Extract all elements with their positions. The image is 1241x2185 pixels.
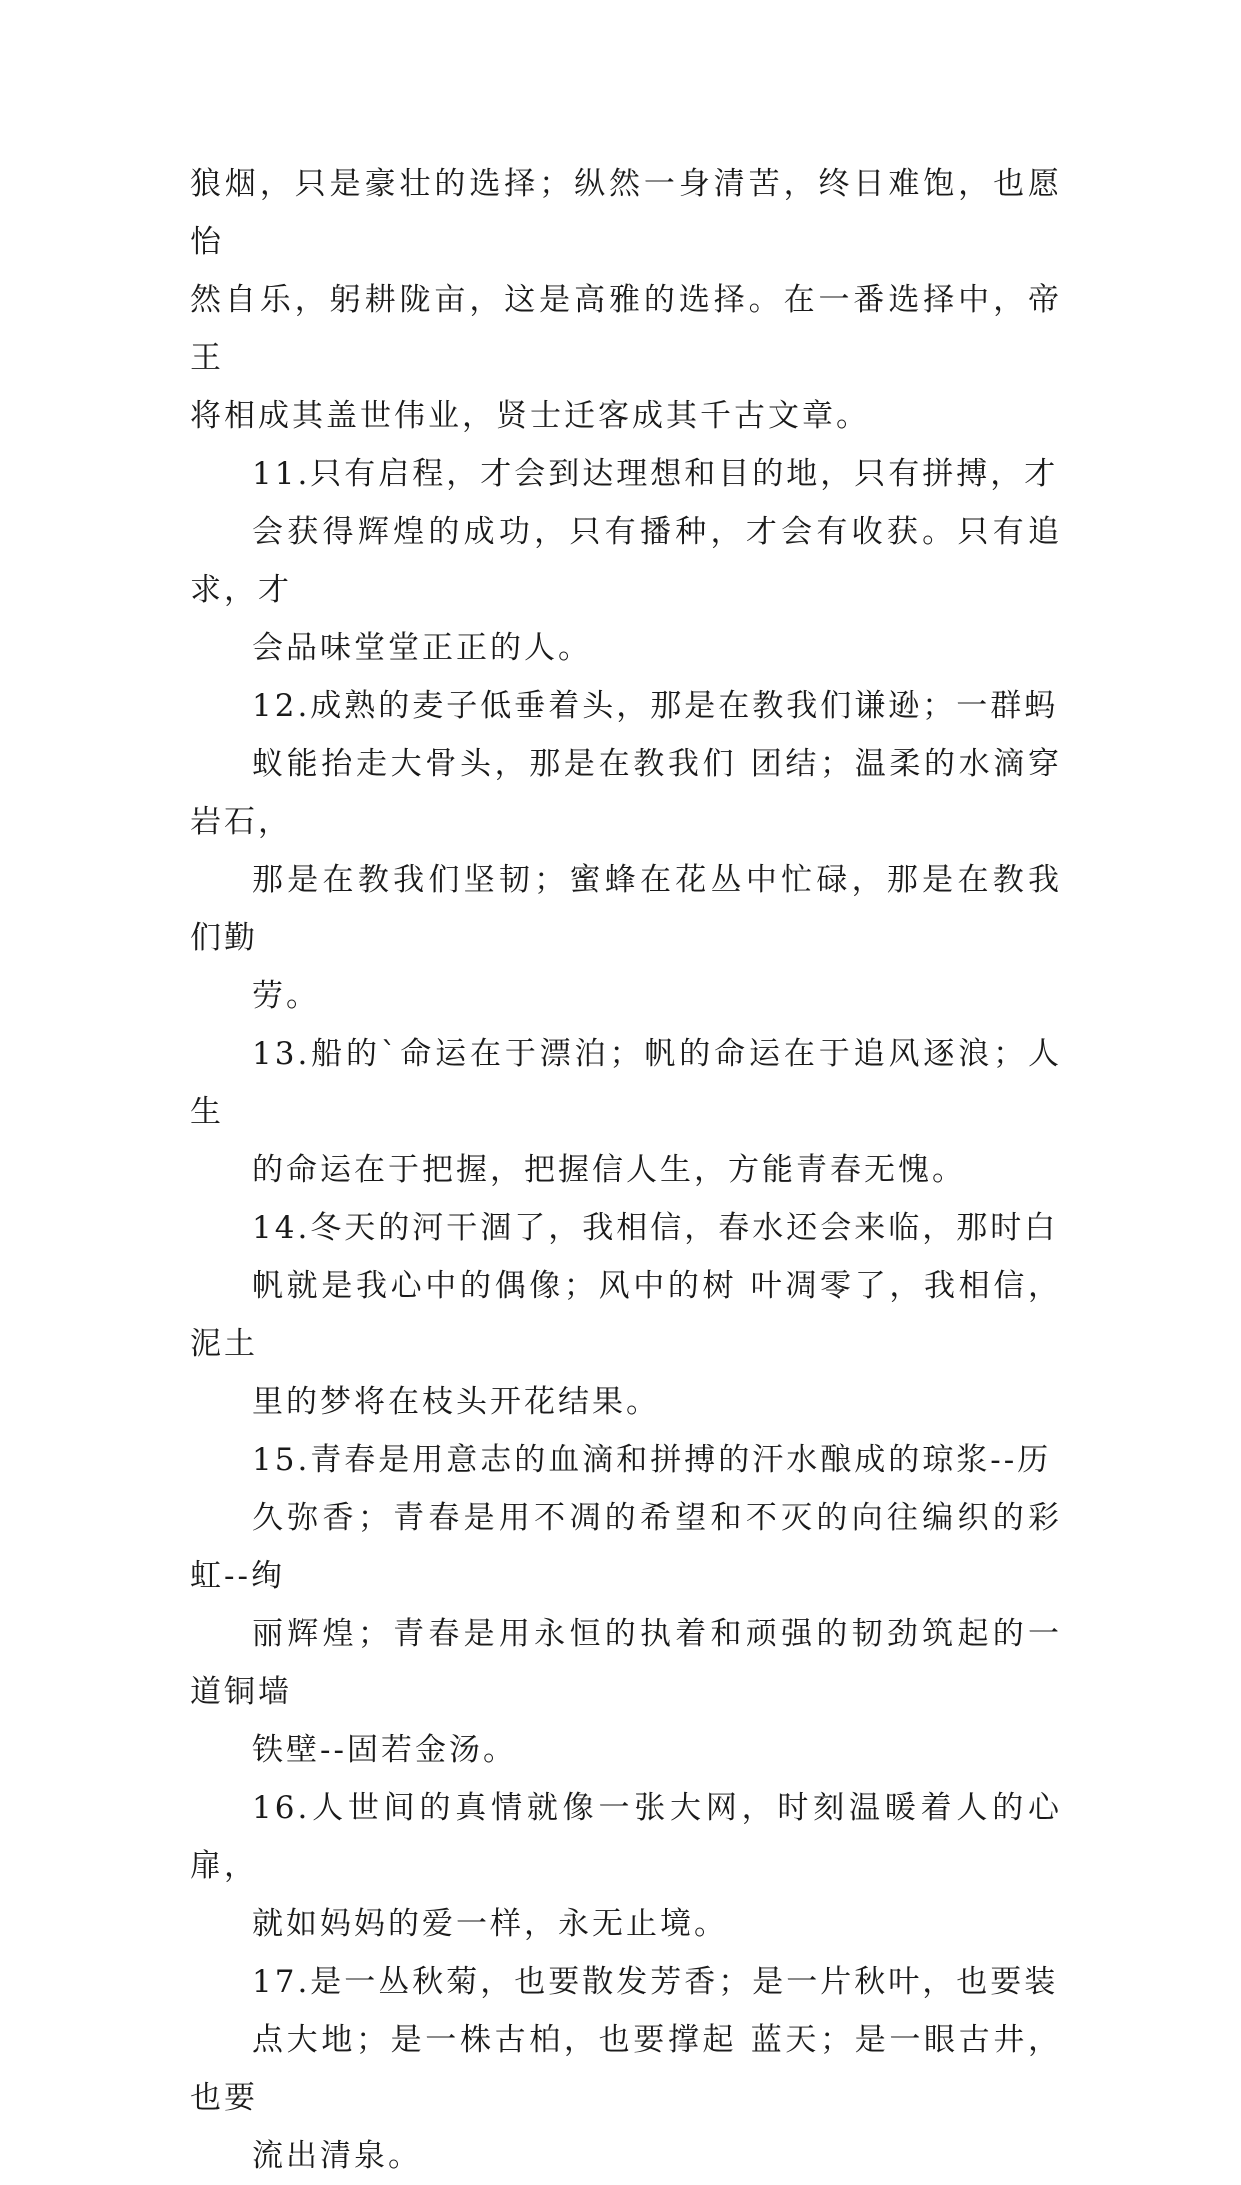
paragraph	[190, 1953, 1062, 2185]
paragraph	[190, 1779, 1062, 1953]
text-line: 蚁能抬走大骨头，那是在教我们 团结；温柔的水滴穿岩石，	[190, 746, 1062, 840]
paragraph	[190, 155, 1062, 445]
document-body	[190, 155, 1062, 2185]
paragraph	[190, 445, 1062, 677]
text-line: 劳。	[252, 978, 320, 1014]
text-line: 15.青春是用意志的血滴和拼搏的汗水酿成的琼浆--历	[252, 1442, 1052, 1478]
text-line: 铁壁--固若金汤。	[252, 1732, 517, 1768]
text-line: 帆就是我心中的偶像；风中的树 叶凋零了，我相信，泥土	[190, 1268, 1062, 1362]
text-line: 狼烟，只是豪壮的选择；纵然一身清苦，终日难饱，也愿怡	[190, 166, 1062, 260]
document-page	[190, 155, 1062, 2185]
text-line: 将相成其盖世伟业，贤士迁客成其千古文章。	[190, 398, 870, 434]
paragraph	[190, 677, 1062, 1025]
text-line: 会品味堂堂正正的人。	[252, 630, 592, 666]
text-line: 然自乐，躬耕陇亩，这是高雅的选择。在一番选择中，帝王	[190, 282, 1062, 376]
text-line: 17.是一丛秋菊，也要散发芳香；是一片秋叶，也要装	[252, 1964, 1059, 2000]
text-line: 里的梦将在枝头开花结果。	[252, 1384, 660, 1420]
text-line: 11.只有启程，才会到达理想和目的地，只有拼搏，才	[252, 456, 1059, 492]
text-line: 16.人世间的真情就像一张大网，时刻温暖着人的心扉，	[190, 1790, 1062, 1884]
paragraph	[190, 1025, 1062, 1199]
text-line: 点大地；是一株古柏，也要撑起 蓝天；是一眼古井，也要	[190, 2022, 1062, 2116]
text-line: 的命运在于把握，把握信人生，方能青春无愧。	[252, 1152, 966, 1188]
text-line: 14.冬天的河干涸了，我相信，春水还会来临，那时白	[252, 1210, 1059, 1246]
text-line: 丽辉煌；青春是用永恒的执着和顽强的韧劲筑起的一道铜墙	[190, 1616, 1062, 1710]
text-line: 13.船的`命运在于漂泊；帆的命运在于追风逐浪；人生	[190, 1036, 1062, 1130]
text-line: 流出清泉。	[252, 2138, 422, 2174]
text-line: 就如妈妈的爱一样，永无止境。	[252, 1906, 728, 1942]
text-line: 会获得辉煌的成功，只有播种，才会有收获。只有追求，才	[190, 514, 1062, 608]
paragraph	[190, 1199, 1062, 1431]
text-line: 那是在教我们坚韧；蜜蜂在花丛中忙碌，那是在教我们勤	[190, 862, 1062, 956]
paragraph	[190, 1431, 1062, 1779]
text-line: 久弥香；青春是用不凋的希望和不灭的向往编织的彩虹--绚	[190, 1500, 1062, 1594]
text-line: 12.成熟的麦子低垂着头，那是在教我们谦逊；一群蚂	[252, 688, 1059, 724]
